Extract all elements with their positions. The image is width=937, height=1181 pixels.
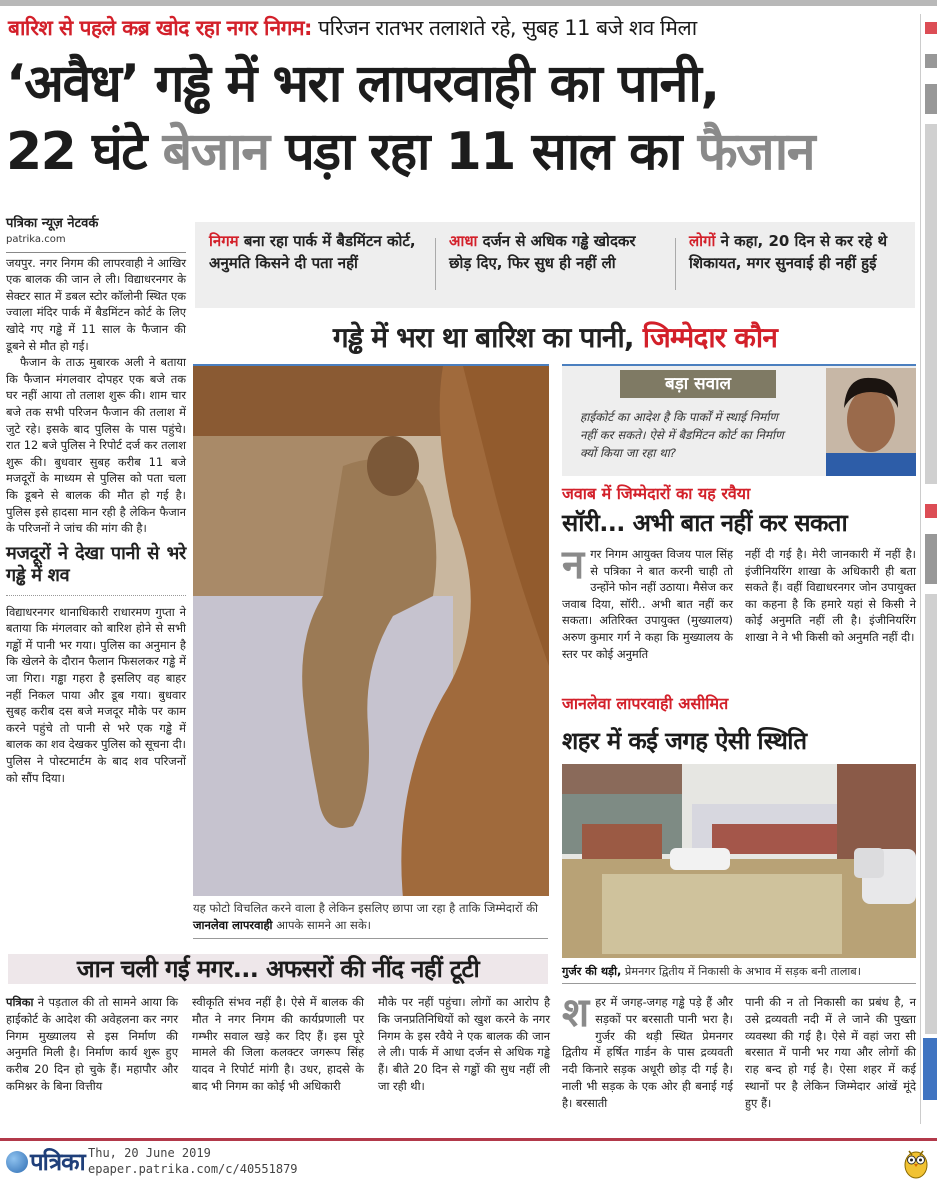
bottom-column-3: मौके पर नहीं पहुंचा। लोगों का आरोप है कि जनप्रतिनिधियों को खुश करने के नगर निगम के इस रवैये ने एक बालक की जान ले ली। पार्क में आधा दर्जन से अधिक गड्ढे हैं। बीते 20 दिन से गड्ढों की सुध नहीं ली जा रही थी। — [378, 995, 550, 1093]
city-column-1 — [562, 990, 733, 1112]
headline-grey-word: बेजान — [162, 122, 269, 182]
victim-portrait — [826, 368, 916, 476]
edge-text-fragment — [925, 124, 937, 484]
bottom-column-1 — [6, 994, 178, 1095]
byline-url: patrika.com — [6, 232, 186, 253]
main-headline — [6, 50, 911, 186]
owl-mascot-icon[interactable] — [903, 1145, 929, 1179]
big-question-box — [562, 364, 916, 476]
headline-grey-word: फैजान — [697, 122, 815, 182]
headline-part: पड़ा रहा 11 साल का — [285, 122, 681, 182]
bottom-bold-lead: पत्रिका — [6, 995, 34, 1009]
headline-part: 22 घंटे — [6, 122, 146, 182]
adjacent-article-edge — [920, 14, 937, 1124]
edge-text-fragment — [925, 54, 937, 68]
dropcap: श — [562, 990, 590, 1036]
teaser-text: ने कहा, 20 दिन से कर रहे थे शिकायत, मगर सुनवाई ही नहीं हुई — [689, 232, 888, 272]
edge-text-fragment — [925, 504, 937, 518]
city-kicker: जानलेवा लापरवाही असीमित — [562, 694, 729, 713]
response-headline: सॉरी... अभी बात नहीं कर सकता — [562, 509, 848, 537]
patrika-logo: पत्रिका — [30, 1148, 85, 1176]
dropcap: न — [562, 542, 585, 588]
left-column-article — [6, 216, 186, 786]
headline-line-1: ‘अवैध’ गड्ढे में भरा लापरवाही का पानी, — [6, 54, 719, 114]
teaser-highlight: निगम — [209, 232, 239, 250]
street-illustration — [562, 764, 916, 958]
edge-text-fragment — [925, 594, 937, 1034]
big-question-title: बड़ा सवाल — [620, 370, 776, 398]
response-columns — [562, 542, 916, 662]
article-paragraph: फैजान के ताऊ मुबारक अली ने बताया कि फैजान मंगलवार दोपहर एक बजे तक घर नहीं आया तो तलाश शुरू की। शाम चार बजे तक सभी परिजन फैजान की तलाश में जुटे रहे। इसके बाद पुलिस के पास पहुंचे। रात 12 बजे पुलिस ने रिपोर्ट दर्ज कर तलाश शुरू की। बुधवार सुबह करीब 11 बजे मजदूरों के माध्यम से पुलिस को पता चला कि डूबने से बालक की मौत हो गई है। पुलिस इसे हादसा मान रही है लेकिन फैजान के परिजनों ने जांच की मांग की है। — [6, 355, 186, 536]
city-headline: शहर में कई जगह ऐसी स्थिति — [562, 727, 807, 755]
city-columns — [562, 990, 916, 1112]
response-column-2: नहीं दी गई है। मेरी जानकारी में नहीं है। इंजीनियरिंग शाखा के अधिकारी ही बता सकते हैं। वहीं विद्याधरनगर जोन उपायुक्त का कहना है कि हमारे यहां से किसी ने कोई अनुमति नहीं ली है। इंजीनियरिंग शाखा ने ने भी किसी को अनुमति नहीं दी। — [745, 547, 916, 644]
response-text: गर निगम आयुक्त विजय पाल सिंह से पत्रिका ने बात करनी चाही तो उन्होंने फोन नहीं उठाया। मैसेज कर जवाब दिया, सॉरी.. अभी बात नहीं कर सकता। अतिरिक्त उपायुक्त (मुख्यालय) अरुण कुमार गर्ग ने कहा कि मुख्यालय के स्तर पर कोई अनुमति — [562, 547, 733, 661]
edge-text-fragment — [925, 84, 937, 114]
bottom-column-2: स्वीकृति संभव नहीं है। ऐसे में बालक की मौत ने नगर निगम की कार्यप्रणाली पर गम्भीर सवाल खड़े कर दिए हैं। इस पूरे मामले की जिला कलक्टर जगरूप सिंह यादव ने रिपोर्ट मांगी है। उधर, हादसे के बाद भी निगम का कोई भी अधिकारी — [192, 995, 364, 1093]
edge-blue-box — [923, 1038, 937, 1100]
kicker-rest: परिजन रातभर तलाशते रहे, सुबह 11 बजे शव मिला — [318, 16, 697, 40]
article-paragraph: विद्याधरनगर थानाधिकारी राधारमण गुप्ता ने बताया कि मंगलवार को बारिश होने से सभी गड्ढों में पानी भर गया। पुलिस का अनुमान है कि खेलने के दौरान फैलान फिसलकर गड्ढे में जा गिरा। गड्ढा गहरा है इसलिए वह बाहर नहीं निकल पाया और डूब गया। बुधवार सुबह करीब दस बजे मजदूर मौके पर काम करने पहुंचे तो पानी से भरे एक गड्ढे में बालक का शव देखकर पुलिस को सूचना दी। पुलिस ने पोस्टमार्टम के बाद शव परिजनों को सौंप दिया। — [6, 604, 186, 785]
caption-bold: गुर्जर की थड़ी, — [562, 965, 622, 978]
teaser-text: दर्जन से अधिक गड्ढे खोदकर छोड़ दिए, फिर सुध ही नहीं ली — [449, 232, 636, 272]
city-column-2: पानी की न तो निकासी का प्रबंध है, न उसे द्रव्यवती नदी में ले जाने की पुख्ता व्यवस्था की गई है। ऐसे में वहां जरा सी बरसात में पानी भर गया और लोगों की राह बन्द हो गई है। ऐसा शहर में कई स्थानों पर है लेकिन जिम्मेदार आंखें मूंदे हुए हैं। — [745, 995, 916, 1110]
teaser-band — [195, 222, 915, 308]
edition-date: Thu, 20 June 2019 — [88, 1146, 211, 1160]
response-column-1 — [562, 542, 733, 662]
portrait-illustration — [826, 368, 916, 476]
flooded-street-photo — [562, 764, 916, 958]
teaser-item — [675, 222, 915, 308]
patrika-globe-icon — [6, 1151, 28, 1173]
response-kicker: जवाब में जिम्मेदारों का यह रवैया — [562, 484, 751, 503]
kicker-separator: : — [304, 16, 312, 40]
teaser-highlight: लोगों — [689, 232, 716, 250]
subheadline: मजदूरों ने देखा पानी से भरे गड्ढे में शव — [6, 543, 186, 596]
kicker-red: बारिश से पहले कब्र खोद रहा नगर निगम — [8, 16, 305, 40]
top-border — [0, 0, 937, 6]
headline-line-2 — [6, 118, 911, 186]
caption-bold: जानलेवा लापरवाही — [193, 918, 273, 932]
main-photo-caption — [193, 900, 548, 939]
edge-text-fragment — [925, 534, 937, 584]
caption-text: यह फोटो विचलित करने वाला है लेकिन इसलिए छापा जा रहा है ताकि जिम्मेदारों की — [193, 901, 538, 915]
epaper-url[interactable]: epaper.patrika.com/c/40551879 — [88, 1162, 298, 1176]
photo-pit-illustration — [193, 366, 549, 896]
bottom-text: ने पड़ताल की तो सामने आया कि हाईकोर्ट के आदेश की अवेहलना कर नगर निगम मुख्यालय से इस निर्माण की अनुमति मिली है। निर्माण कार्य शुरू हुए करीब 20 दिन हो चुके हैं। महापौर और कमिश्नर के बिना वित्तीय — [6, 995, 178, 1093]
big-question-text: हाईकोर्ट का आदेश है कि पार्कों में स्थाई निर्माण नहीं कर सकते। ऐसे में बैडमिंटन कोर्ट का निर्माण क्यों किया जा रहा था? — [580, 410, 784, 460]
bottom-headline: जान चली गई मगर... अफसरों की नींद नहीं टूटी — [8, 954, 548, 984]
section-headline — [195, 318, 915, 356]
section-headline-black: गड्ढे में भरा था बारिश का पानी, — [332, 321, 634, 354]
main-news-photo — [193, 364, 549, 896]
teaser-item — [435, 222, 675, 308]
article-paragraph: जयपुर. नगर निगम की लापरवाही ने आखिर एक बालक की जान ले ली। विद्याधरनगर के सेक्टर सात में डबल स्टोर कॉलोनी स्थित एक ज्वाला मंदिर पार्क में बैडमिंटन कोर्ट के लिए खोदे गए गड्ढे में 11 साल के फैजान की डूबने से मौत हो गई। — [6, 255, 186, 353]
street-photo-caption — [562, 964, 916, 984]
bottom-story-columns — [6, 994, 550, 1095]
caption-text: आपके सामने आ सके। — [272, 918, 372, 932]
city-text: हर में जगह-जगह गड्ढे पड़े हैं और सड़कों पर बरसाती पानी भरा है। गुर्जर की थड़ी स्थित प्रेमनगर द्वितीय में हर्षित गार्डन के पास द्रव्यवती नदी किनारे सड़क अधूरी छोड़ दी गई है। नाली भी सड़क के एक ओर ही बनाई गई है। बरसाती — [562, 995, 733, 1110]
teaser-highlight: आधा — [449, 232, 478, 250]
teaser-item — [195, 222, 435, 308]
byline: पत्रिका न्यूज़ नेटवर्क — [6, 216, 99, 231]
caption-text: प्रेमनगर द्वितीय में निकासी के अभाव में सड़क बनी तालाब। — [621, 965, 862, 978]
teaser-text: बना रहा पार्क में बैडमिंटन कोर्ट, अनुमति किसने दी पता नहीं — [209, 232, 416, 272]
section-headline-red: जिम्मेदार कौन — [642, 321, 778, 354]
epaper-footer — [0, 1138, 937, 1181]
kicker-line — [8, 14, 697, 42]
edge-text-fragment — [925, 22, 937, 34]
